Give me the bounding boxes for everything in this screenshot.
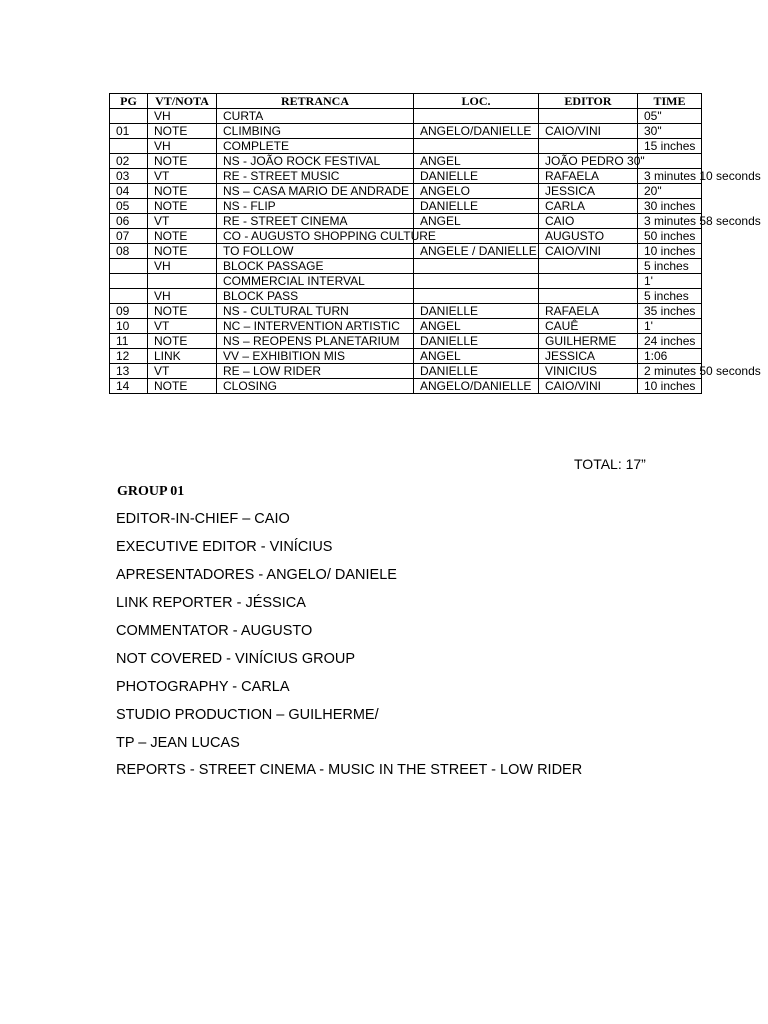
table-row — [110, 154, 702, 169]
cell-editor: CAIO/VINI — [539, 379, 638, 394]
cell-pg: 01 — [110, 124, 148, 139]
cell-loc: DANIELLE — [414, 334, 539, 349]
table-row — [110, 364, 702, 379]
cell-pg — [110, 139, 148, 154]
cell-loc: ANGELO/DANIELLE — [414, 124, 539, 139]
cell-editor: CAIO — [539, 214, 638, 229]
cell-editor: CAUÊ — [539, 319, 638, 334]
cell-vt-nota: VT — [148, 364, 217, 379]
cell-pg: 14 — [110, 379, 148, 394]
cell-time: 30 inches — [638, 199, 702, 214]
credit-line: REPORTS - STREET CINEMA - MUSIC IN THE STREET - LOW RIDER — [116, 762, 583, 778]
cell-loc: DANIELLE — [414, 199, 539, 214]
cell-retranca: NS – REOPENS PLANETARIUM — [217, 334, 414, 349]
cell-vt-nota: NOTE — [148, 184, 217, 199]
cell-editor — [539, 109, 638, 124]
credit-line: APRESENTADORES - ANGELO/ DANIELE — [116, 567, 397, 583]
header-retranca: RETRANCA — [217, 94, 414, 109]
cell-vt-nota: VH — [148, 109, 217, 124]
cell-loc: ANGEL — [414, 319, 539, 334]
cell-retranca: RE – LOW RIDER — [217, 364, 414, 379]
cell-loc: ANGEL — [414, 349, 539, 364]
cell-retranca: NS - FLIP — [217, 199, 414, 214]
cell-editor: CAIO/VINI — [539, 244, 638, 259]
cell-editor: RAFAELA — [539, 169, 638, 184]
cell-pg: 13 — [110, 364, 148, 379]
header-editor: EDITOR — [539, 94, 638, 109]
cell-retranca: COMMERCIAL INTERVAL — [217, 274, 414, 289]
credit-line: PHOTOGRAPHY - CARLA — [116, 679, 290, 695]
cell-pg — [110, 289, 148, 304]
cell-pg — [110, 274, 148, 289]
cell-retranca: NS - CULTURAL TURN — [217, 304, 414, 319]
group-title: GROUP 01 — [117, 484, 185, 499]
cell-vt-nota: LINK — [148, 349, 217, 364]
cell-retranca: TO FOLLOW — [217, 244, 414, 259]
cell-pg: 06 — [110, 214, 148, 229]
cell-editor: JESSICA — [539, 184, 638, 199]
cell-vt-nota: NOTE — [148, 379, 217, 394]
header-time: TIME — [638, 94, 702, 109]
cell-pg: 11 — [110, 334, 148, 349]
cell-loc: ANGELO — [414, 184, 539, 199]
table-row — [110, 184, 702, 199]
header-loc: LOC. — [414, 94, 539, 109]
credit-line: TP – JEAN LUCAS — [116, 735, 240, 751]
cell-vt-nota — [148, 274, 217, 289]
cell-time: 30" — [638, 124, 702, 139]
cell-retranca: CLOSING — [217, 379, 414, 394]
cell-pg: 05 — [110, 199, 148, 214]
credit-line: NOT COVERED - VINÍCIUS GROUP — [116, 651, 356, 667]
cell-retranca: CLIMBING — [217, 124, 414, 139]
cell-retranca: RE - STREET CINEMA — [217, 214, 414, 229]
cell-loc: DANIELLE — [414, 304, 539, 319]
credit-line: LINK REPORTER - JÉSSICA — [116, 595, 306, 611]
cell-editor: JESSICA — [539, 349, 638, 364]
credit-line: EXECUTIVE EDITOR - VINÍCIUS — [116, 539, 333, 555]
cell-retranca: NC – INTERVENTION ARTISTIC — [217, 319, 414, 334]
table-row — [110, 229, 702, 244]
cell-loc — [414, 259, 539, 274]
cell-time: 24 inches — [638, 334, 702, 349]
table-row — [110, 349, 702, 364]
cell-vt-nota: NOTE — [148, 244, 217, 259]
cell-time: 3 minutes 58 seconds — [638, 214, 702, 229]
table-row — [110, 319, 702, 334]
cell-pg — [110, 109, 148, 124]
cell-vt-nota: VH — [148, 259, 217, 274]
cell-pg: 03 — [110, 169, 148, 184]
cell-retranca: RE - STREET MUSIC — [217, 169, 414, 184]
table-row — [110, 244, 702, 259]
table-row — [110, 274, 702, 289]
table-row — [110, 379, 702, 394]
rundown-table — [109, 93, 761, 394]
cell-loc: ANGELE / DANIELLE — [414, 244, 539, 259]
cell-time: 5 inches — [638, 259, 702, 274]
cell-vt-nota: VH — [148, 139, 217, 154]
cell-editor: AUGUSTO — [539, 229, 638, 244]
cell-time: 35 inches — [638, 304, 702, 319]
cell-time: 10 inches — [638, 379, 702, 394]
cell-editor — [539, 274, 638, 289]
credit-line: EDITOR-IN-CHIEF – CAIO — [116, 511, 290, 527]
credit-line: COMMENTATOR - AUGUSTO — [116, 623, 313, 639]
cell-loc: ANGELO/DANIELLE — [414, 379, 539, 394]
table-row — [110, 124, 702, 139]
cell-vt-nota: NOTE — [148, 124, 217, 139]
table-row — [110, 259, 702, 274]
cell-retranca: CURTA — [217, 109, 414, 124]
header-vt-nota: VT/NOTA — [148, 94, 217, 109]
cell-editor — [539, 289, 638, 304]
cell-pg: 08 — [110, 244, 148, 259]
cell-loc — [414, 274, 539, 289]
table-row — [110, 334, 702, 349]
cell-pg: 07 — [110, 229, 148, 244]
cell-vt-nota: NOTE — [148, 334, 217, 349]
cell-editor — [539, 259, 638, 274]
cell-retranca: BLOCK PASS — [217, 289, 414, 304]
table-row — [110, 289, 702, 304]
cell-retranca: VV – EXHIBITION MIS — [217, 349, 414, 364]
cell-time: 2 minutes 50 seconds — [638, 364, 702, 379]
cell-time: 3 minutes 10 seconds — [638, 169, 702, 184]
cell-pg: 10 — [110, 319, 148, 334]
total-time: TOTAL: 17” — [574, 456, 646, 472]
cell-vt-nota: NOTE — [148, 199, 217, 214]
cell-pg: 04 — [110, 184, 148, 199]
cell-time: 1' — [638, 319, 702, 334]
cell-retranca: BLOCK PASSAGE — [217, 259, 414, 274]
table-body — [110, 109, 761, 394]
cell-vt-nota: VT — [148, 214, 217, 229]
cell-vt-nota: NOTE — [148, 229, 217, 244]
cell-retranca: CO - AUGUSTO SHOPPING CULTURE — [217, 229, 414, 244]
cell-vt-nota: VT — [148, 169, 217, 184]
table-row — [110, 109, 702, 124]
cell-editor: JOÃO PEDRO 30" — [539, 154, 638, 169]
table-row — [110, 304, 702, 319]
cell-pg — [110, 259, 148, 274]
cell-pg: 02 — [110, 154, 148, 169]
cell-loc — [414, 289, 539, 304]
cell-loc — [414, 139, 539, 154]
cell-retranca: NS - JOÃO ROCK FESTIVAL — [217, 154, 414, 169]
table-row — [110, 139, 702, 154]
table-row — [110, 199, 702, 214]
cell-editor: CARLA — [539, 199, 638, 214]
cell-time: 10 inches — [638, 244, 702, 259]
cell-loc: ANGEL — [414, 214, 539, 229]
cell-editor: GUILHERME — [539, 334, 638, 349]
table-header-row — [110, 94, 702, 109]
cell-loc — [414, 109, 539, 124]
cell-pg: 09 — [110, 304, 148, 319]
cell-retranca: COMPLETE — [217, 139, 414, 154]
cell-editor — [539, 139, 638, 154]
cell-vt-nota: VH — [148, 289, 217, 304]
cell-vt-nota: VT — [148, 319, 217, 334]
table-row — [110, 169, 702, 184]
cell-pg: 12 — [110, 349, 148, 364]
cell-loc: ANGEL — [414, 154, 539, 169]
cell-retranca: NS – CASA MARIO DE ANDRADE — [217, 184, 414, 199]
cell-time: 15 inches — [638, 139, 702, 154]
cell-time: 50 inches — [638, 229, 702, 244]
cell-time: 20" — [638, 184, 702, 199]
cell-vt-nota: NOTE — [148, 154, 217, 169]
cell-loc: DANIELLE — [414, 169, 539, 184]
table-row — [110, 214, 702, 229]
cell-time: 1' — [638, 274, 702, 289]
header-pg: PG — [110, 94, 148, 109]
cell-editor: CAIO/VINI — [539, 124, 638, 139]
cell-time: 5 inches — [638, 289, 702, 304]
cell-time: 1:06 — [638, 349, 702, 364]
cell-time: 05" — [638, 109, 702, 124]
credit-line: STUDIO PRODUCTION – GUILHERME/ — [116, 707, 379, 723]
cell-vt-nota: NOTE — [148, 304, 217, 319]
cell-time — [638, 154, 702, 169]
cell-editor: VINICIUS — [539, 364, 638, 379]
cell-loc: DANIELLE — [414, 364, 539, 379]
cell-editor: RAFAELA — [539, 304, 638, 319]
